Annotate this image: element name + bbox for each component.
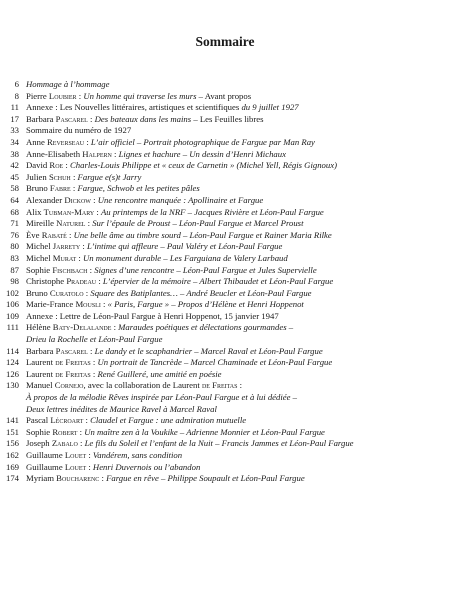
entry-text: Pascal [26, 415, 51, 426]
article-title: Fargue en rêve – Philippe Soupault et Léon-Paul Fargue [106, 473, 305, 484]
toc-entry [0, 427, 450, 439]
toc-page-number: 68 [10, 206, 19, 217]
article-title: Le dandy et le scaphandrier – Marcel Raval et Léon-Paul Fargue [94, 345, 323, 356]
author-surname: Rabaté [41, 229, 67, 240]
entry-text: : [83, 415, 91, 426]
article-title: du 9 juillet 1927 [241, 102, 299, 113]
toc-page-number: 8 [14, 90, 19, 101]
toc-entry [0, 346, 450, 358]
toc-entry-text [26, 125, 131, 137]
article-title: Deux lettres inédites de Maurice Ravel à Marcel Raval [26, 403, 217, 414]
entry-text: – Les Feuilles libres [191, 113, 264, 124]
entry-text: Julien [26, 171, 49, 182]
entry-text: Mireille [26, 218, 57, 229]
entry-text: : [70, 183, 78, 194]
toc-entry-text [26, 160, 337, 172]
toc-entry-text [26, 473, 305, 485]
article-title: Un monument durable – Les Farguiana de Valery Larbaud [82, 252, 288, 263]
toc-entry [0, 172, 450, 184]
toc-page-number: 124 [5, 357, 19, 368]
toc-entry-text [26, 334, 162, 346]
toc-page-number: 34 [10, 136, 19, 147]
article-title: Un homme qui traverse les murs [83, 90, 197, 101]
toc-entry-continuation [0, 392, 450, 404]
toc-entry-text [26, 102, 299, 114]
article-title: Un portrait de Tancrède – Marcel Chaminade et Léon-Paul Fargue [97, 357, 333, 368]
toc-entry [0, 253, 450, 265]
toc-page-number: 151 [5, 426, 19, 437]
toc-entry-text [26, 462, 200, 474]
author-surname: Robert [52, 426, 78, 437]
toc-entry-text [26, 346, 323, 358]
entry-text: David [26, 160, 50, 171]
entry-text: Bruno [26, 183, 50, 194]
article-title: René Guilleré, une amitié en poésie [97, 368, 222, 379]
toc-entry [0, 438, 450, 450]
author-surname: Jarrety [52, 241, 81, 252]
toc-page-number: 111 [6, 322, 19, 333]
toc-page-number: 58 [10, 183, 19, 194]
article-title: Henri Duvernois ou l’abandon [92, 461, 201, 472]
entry-text: Bruno [26, 287, 50, 298]
toc-entry [0, 265, 450, 277]
toc-entry-text [26, 265, 317, 277]
toc-entry-text [26, 288, 312, 300]
author-surname: Pascarel [55, 113, 88, 124]
author-surname: Fabre [49, 183, 71, 194]
toc-page-number: 102 [5, 287, 19, 298]
toc-entry [0, 415, 450, 427]
article-title: Drieu la Rochelle et Léon-Paul Fargue [26, 334, 163, 345]
author-surname: Halpern [82, 148, 112, 159]
entry-text: Alix [26, 206, 44, 217]
toc-page-number: 87 [10, 264, 19, 275]
toc-entry [0, 160, 450, 172]
entry-text: Barbara [26, 345, 56, 356]
entry-text: Christophe [26, 276, 67, 287]
entry-text: Annexe : Les Nouvelles littéraires, artistiques et scientifiques [26, 102, 242, 113]
entry-text: Guillaume [26, 461, 65, 472]
toc-page-number: 106 [5, 299, 19, 310]
entry-text: : [90, 368, 98, 379]
article-title: Un maître zen à la Voukike – Adrienne Monnier et Léon-Paul Fargue [84, 426, 325, 437]
article-title: Vandérem, sans condition [92, 450, 183, 460]
article-title: Lignes et hachure – Un dessin d’Henri Michaux [118, 148, 286, 159]
entry-text: : [86, 450, 93, 460]
toc-page-number: 162 [5, 450, 19, 460]
toc-entry [0, 114, 450, 126]
toc-entry-text [26, 149, 286, 161]
article-title: Square des Batiplantes… – André Beucler et Léon-Paul Fargue [90, 287, 312, 298]
article-title: Claudel et Fargue : une admiration mutuelle [90, 415, 247, 426]
entry-text: , avec la collaboration de Laurent [83, 380, 202, 391]
entry-text: Annexe : Lettre de Léon-Paul Fargue à Henri Hoppenot, 15 janvier 1947 [26, 310, 279, 321]
entry-text: : [83, 287, 91, 298]
toc-page-number: 126 [5, 368, 19, 379]
toc-page-number: 156 [5, 438, 19, 449]
entry-text: Michel [26, 241, 53, 252]
entry-text: Marie-France [26, 299, 76, 310]
toc-page-number: 83 [10, 252, 19, 263]
entry-text: : [90, 357, 98, 368]
author-surname: de Freitas [55, 368, 91, 379]
author-surname: Boucharenc [56, 473, 100, 484]
toc-entry-text [26, 369, 221, 381]
author-surname: Schuh [48, 171, 71, 182]
author-surname: Zabalo [51, 438, 78, 449]
entry-text: Hélène [26, 322, 53, 333]
toc-page-number: 174 [5, 473, 19, 484]
entry-text: Guillaume [26, 450, 65, 460]
article-title: Hommage à l’hommage [26, 79, 110, 89]
toc-entry [0, 79, 450, 91]
entry-text: Sophie [26, 426, 53, 437]
toc-entry-text [26, 195, 263, 207]
entry-text: : [96, 276, 103, 287]
toc-entry [0, 299, 450, 311]
entry-text: : [76, 252, 83, 263]
toc-entry [0, 218, 450, 230]
entry-text: Sophie [26, 264, 53, 275]
toc-entry-text [26, 230, 332, 242]
toc-page-number: 17 [10, 113, 19, 124]
toc-entry [0, 137, 450, 149]
article-title: Maraudes poétiques et délectations gourmandes – [118, 322, 294, 333]
author-surname: Mousli [75, 299, 101, 310]
entry-text: Sommaire du numéro de 1927 [26, 125, 132, 136]
author-surname: Dickow [64, 194, 91, 205]
entry-text: Michel [26, 252, 53, 263]
toc-entry [0, 183, 450, 195]
toc-page-number: 141 [5, 415, 19, 426]
toc-entry-text [26, 241, 282, 253]
entry-text: : [99, 473, 107, 484]
toc-entry [0, 357, 450, 369]
author-surname: de Freitas [55, 357, 91, 368]
author-surname: Roe [49, 160, 64, 171]
toc-entry [0, 207, 450, 219]
toc-page-number: 38 [10, 148, 19, 159]
entry-text: : [76, 90, 84, 101]
entry-text: Anne-Elisabeth [26, 148, 83, 159]
article-title: Le fils du Soleil et l’enfant de la Nuit – Francis Jammes et Léon-Paul Fargue [84, 438, 354, 449]
toc-entry [0, 450, 450, 462]
entry-text: : [87, 264, 95, 275]
toc-entry-text [26, 404, 217, 416]
toc-page-number: 45 [10, 171, 19, 182]
entry-text: : [90, 194, 98, 205]
entry-text: : [111, 322, 119, 333]
author-surname: Naturel [56, 218, 86, 229]
entry-text: : [94, 206, 101, 217]
entry-text: : [66, 229, 74, 240]
author-surname: Fischbach [52, 264, 88, 275]
author-surname: de Freitas [201, 380, 238, 391]
page-title: Sommaire [195, 34, 255, 49]
toc-entry [0, 322, 450, 334]
author-surname: Pascarel [55, 345, 88, 356]
author-surname: Pradeau [66, 276, 97, 287]
toc-entry-text [26, 218, 303, 230]
author-surname: Cornejo [54, 380, 84, 391]
table-of-contents [0, 79, 450, 485]
toc-entry-text [26, 299, 304, 311]
toc-entry [0, 125, 450, 137]
entry-text: : [84, 136, 91, 147]
entry-text: : [86, 461, 93, 472]
toc-entry [0, 462, 450, 474]
toc-entry-text [26, 357, 332, 369]
article-title: Une rencontre manquée : Apollinaire et Fargue [97, 194, 264, 205]
author-surname: Curatolo [49, 287, 84, 298]
entry-text: : [85, 218, 93, 229]
toc-page-number: 109 [5, 310, 19, 321]
toc-entry [0, 91, 450, 103]
toc-page-number: 11 [10, 102, 19, 113]
article-title: Sur l’épaule de Proust – Léon-Paul Fargue et Marcel Proust [92, 218, 304, 229]
article-title: Au printemps de la NRF – Jacques Rivière et Léon-Paul Fargue [101, 206, 324, 217]
toc-page-number: 71 [10, 218, 19, 229]
author-surname: Louet [64, 450, 87, 460]
toc-entry-text [26, 183, 200, 195]
toc-entry [0, 473, 450, 485]
toc-page-number: 80 [10, 241, 19, 252]
toc-entry-text [26, 427, 325, 439]
toc-entry-text [26, 276, 333, 288]
entry-text: Manuel [26, 380, 55, 391]
toc-entry-text [26, 311, 279, 323]
toc-page-number: 130 [5, 380, 19, 391]
toc-entry [0, 288, 450, 300]
toc-page-number: 76 [10, 229, 19, 240]
entry-text: : [87, 345, 95, 356]
entry-text: : [70, 171, 78, 182]
toc-entry [0, 230, 450, 242]
article-title: Des bateaux dans les mains [94, 113, 192, 124]
author-surname: Lécroart [50, 415, 84, 426]
entry-text: Pierre [26, 90, 49, 101]
author-surname: Reverseau [47, 136, 85, 147]
toc-page-number: 64 [10, 194, 19, 205]
article-title: Une belle âme au timbre sourd – Léon-Paul Fargue et Rainer Maria Rilke [73, 229, 332, 240]
article-title: Fargue, Schwob et les petites pâles [77, 183, 200, 194]
author-surname: Louet [64, 461, 87, 472]
toc-entry-text [26, 91, 251, 103]
toc-page-number: 42 [10, 160, 19, 171]
entry-text: : [237, 380, 243, 391]
toc-entry-text [26, 415, 246, 427]
toc-entry-continuation [0, 404, 450, 416]
entry-text: Laurent [26, 357, 56, 368]
entry-text: – Avant propos [196, 90, 252, 101]
entry-text: : [77, 438, 85, 449]
toc-page-number: 98 [10, 276, 19, 287]
toc-entry-text [26, 253, 288, 265]
entry-text: : [100, 299, 108, 310]
toc-entry-text [26, 137, 315, 149]
article-title: L’intime qui affleure – Paul Valéry et Léon-Paul Fargue [86, 241, 283, 252]
entry-text: : [63, 160, 70, 171]
article-title: Signes d’une rencontre – Léon-Paul Fargue et Jules Supervielle [94, 264, 317, 275]
toc-entry-text [26, 172, 141, 184]
toc-page-number: 114 [6, 345, 19, 356]
toc-page-number: 6 [14, 79, 19, 89]
article-title: Charles-Louis Philippe et « ceux de Carnetin » (Michel Yell, Régis Gignoux) [69, 160, 337, 171]
author-surname: Loubier [48, 90, 77, 101]
toc-entry [0, 311, 450, 323]
toc-entry-text [26, 79, 109, 91]
entry-text: Myriam [26, 473, 57, 484]
toc-entry-text [26, 114, 264, 126]
toc-page-number: 33 [10, 125, 19, 136]
toc-entry-text [26, 392, 297, 404]
entry-text: Ève [26, 229, 42, 240]
entry-text: Laurent [26, 368, 56, 379]
author-surname: Baty-Delalande [52, 322, 112, 333]
toc-entry-text [26, 438, 354, 450]
toc-entry [0, 195, 450, 207]
article-title: « Paris, Fargue » – Propos d’Hélène et Henri Hoppenot [107, 299, 304, 310]
toc-entry [0, 380, 450, 392]
author-surname: Murat [52, 252, 77, 263]
entry-text: Anne [26, 136, 47, 147]
entry-text: : [80, 241, 87, 252]
toc-entry [0, 102, 450, 114]
article-title: À propos de la mélodie Rêves inspirée par Léon-Paul Fargue et à lui dédiée – [26, 392, 298, 403]
entry-text: : [111, 148, 119, 159]
entry-text: Barbara [26, 113, 56, 124]
toc-entry [0, 149, 450, 161]
toc-entry [0, 369, 450, 381]
entry-text: Joseph [26, 438, 52, 449]
toc-page-number: 169 [5, 461, 19, 472]
toc-entry [0, 276, 450, 288]
entry-text: Alexander [26, 194, 65, 205]
article-title: Fargue e(s)t Jarry [77, 171, 142, 182]
entry-text: : [77, 426, 85, 437]
toc-entry-text [26, 322, 293, 334]
article-title: L’air officiel – Portrait photographique de Fargue par Man Ray [90, 136, 315, 147]
toc-entry-text [26, 380, 242, 392]
entry-text: : [87, 113, 95, 124]
toc-entry-text [26, 450, 182, 462]
article-title: L’épervier de la mémoire – Albert Thibaudet et Léon-Paul Fargue [102, 276, 334, 287]
toc-entry [0, 241, 450, 253]
toc-entry-continuation [0, 334, 450, 346]
author-surname: Tubman-Mary [43, 206, 95, 217]
toc-entry-text [26, 207, 324, 219]
